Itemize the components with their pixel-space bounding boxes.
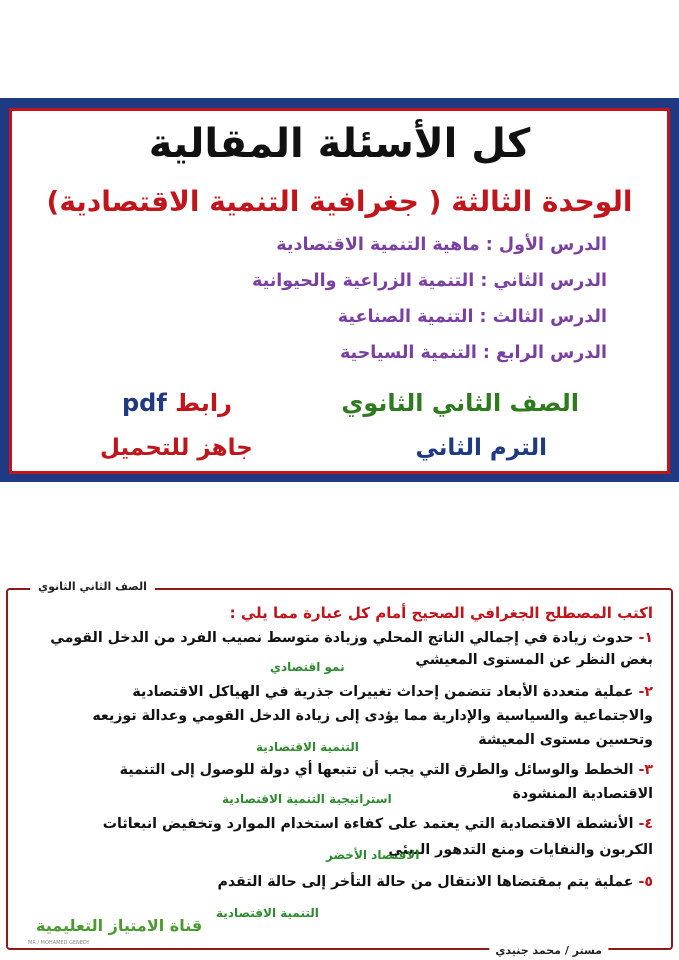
download-label: جاهز للتحميل bbox=[100, 435, 253, 461]
question-1-line-2: بغض النظر عن المستوى المعيشي bbox=[415, 652, 653, 668]
answer-2: التنمية الاقتصادية bbox=[256, 740, 359, 754]
question-3-line-1 bbox=[120, 762, 653, 778]
lesson-3: الدرس الثالث : التنمية الصناعية bbox=[337, 307, 607, 327]
cover-card bbox=[9, 108, 670, 474]
answer-4: الاقتصاد الأخضر bbox=[326, 848, 420, 862]
unit-title: الوحدة الثالثة ( جغرافية التنمية الاقتصادية) bbox=[46, 185, 633, 218]
question-2-number: ٢- bbox=[638, 684, 653, 700]
answer-3: استراتيجية التنمية الاقتصادية bbox=[222, 792, 392, 806]
worksheet bbox=[0, 580, 679, 960]
question-1-line-1 bbox=[50, 630, 653, 646]
answer-1: نمو اقتصادي bbox=[270, 660, 345, 674]
cover-title: كل الأسئلة المقالية bbox=[148, 121, 531, 167]
channel-watermark: قناة الامتياز التعليمية bbox=[36, 916, 203, 935]
question-5-line-1 bbox=[217, 874, 653, 890]
question-2-line-1 bbox=[132, 684, 653, 700]
instruction-heading: اكتب المصطلح الجغرافي الصحيح أمام كل عبارة مما يلي : bbox=[229, 604, 653, 622]
question-3-number: ٣- bbox=[638, 762, 653, 778]
term-label: الترم الثاني bbox=[415, 435, 547, 461]
lesson-2: الدرس الثاني : التنمية الزراعية والحيوانية bbox=[251, 271, 607, 291]
cover-panel bbox=[0, 98, 679, 482]
lesson-4: الدرس الرابع : التنمية السياحية bbox=[339, 343, 607, 363]
question-2-text-1: عملية متعددة الأبعاد تتضمن إحداث تغييرات جذرية في الهياكل الاقتصادية bbox=[132, 684, 634, 700]
link-word: رابط bbox=[175, 389, 232, 417]
question-1-text-1: حدوث زيادة في إجمالي الناتج المحلي وزيادة متوسط نصيب الفرد من الدخل القومي bbox=[50, 630, 634, 646]
question-3-line-2: الاقتصادية المنشودة bbox=[512, 786, 653, 802]
pdf-word: pdf bbox=[122, 389, 167, 417]
pdf-link-label bbox=[122, 389, 232, 417]
question-1-number: ١- bbox=[638, 630, 653, 646]
worksheet-frame bbox=[6, 580, 673, 957]
grade-label: الصف الثاني الثانوي bbox=[341, 389, 579, 417]
teacher-name: مستر / محمد جنيدي bbox=[489, 944, 608, 957]
lesson-1: الدرس الأول : ماهية التنمية الاقتصادية bbox=[276, 235, 607, 255]
channel-watermark-subtitle: MR / MOHAMED GENEDY bbox=[28, 940, 90, 946]
question-4-number: ٤- bbox=[638, 816, 653, 832]
question-3-text-1: الخطط والوسائل والطرق التي يجب أن تتبعها أي دولة للوصول إلى التنمية bbox=[119, 762, 634, 778]
answer-5: التنمية الاقتصادية bbox=[216, 906, 319, 920]
question-5-number: ٥- bbox=[638, 874, 653, 890]
worksheet-grade-label: الصف الثاني الثانوي bbox=[30, 580, 155, 593]
question-2-line-3: وتحسين مستوى المعيشة bbox=[478, 732, 653, 748]
question-4-line-2: الكربون والنفايات ومنع التدهور البيئي bbox=[388, 842, 653, 858]
question-4-text-1: الأنشطة الاقتصادية التي يعتمد على كفاءة استخدام الموارد وتخفيض انبعاثات bbox=[102, 816, 634, 832]
question-4-line-1 bbox=[103, 816, 653, 832]
question-5-text-1: عملية يتم بمقتضاها الانتقال من حالة التأخر إلى حالة التقدم bbox=[217, 874, 634, 890]
question-2-line-2: والاجتماعية والسياسية والإدارية مما يؤدى إلى زيادة الدخل القومي وعدالة توزيعه bbox=[92, 708, 653, 724]
